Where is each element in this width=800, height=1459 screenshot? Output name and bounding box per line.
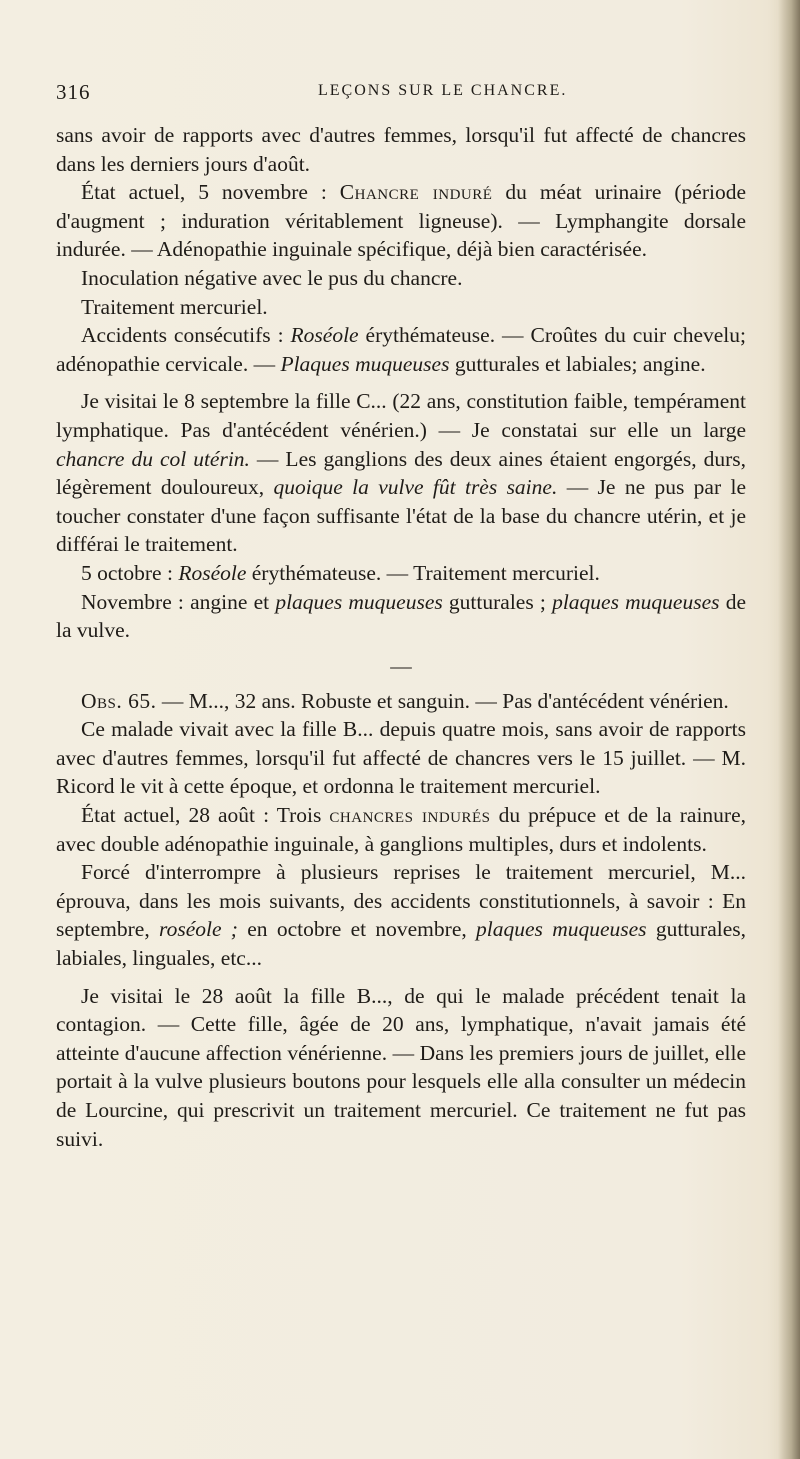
paragraph: État actuel, 28 août : Trois chancres indurés du prépuce et de la rainure, avec double adénopathie inguinale, à ganglions multiples, durs et indolents. [56, 803, 746, 856]
paragraph: sans avoir de rapports avec d'autres femmes, lorsqu'il fut affecté de chancres dans les derniers jours d'août. [56, 123, 746, 176]
paragraph: Je visitai le 28 août la fille B..., de qui le malade précédent tenait la contagion. — Cette fille, âgée de 20 ans, lymphatique, n'avait jamais été atteinte d'aucune affection vénérienne. — Dans les premiers jours de juillet, elle portait à la vulve plusieurs boutons pour lesquels elle alla consulter un médecin de Lourcine, qui prescrivit un traitement mercuriel. Ce traitement ne fut pas suivi. [56, 983, 746, 1151]
running-title: LEÇONS SUR LE CHANCRE. [318, 82, 568, 99]
paragraph: Forcé d'interrompre à plusieurs reprises le traitement mercuriel, M... éprouva, dans les mois suivants, des accidents constitutionnels, à savoir : En septembre, roséole ; en octobre et novembre, plaques muqueuses gutturales, labiales, linguales, etc... [56, 860, 746, 971]
paragraph: Inoculation négative avec le pus du chancre. [81, 265, 463, 290]
paragraph: Traitement mercuriel. [81, 294, 268, 319]
page-header [56, 80, 756, 110]
paragraph: 5 octobre : Roséole érythémateuse. — Traitement mercuriel. [81, 560, 600, 585]
paragraph: Je visitai le 8 septembre la fille C... (22 ans, constitution faible, tempérament lymphatique. Pas d'antécédent vénérien.) — Je constatai sur elle un large chancre du col utérin. — Les ganglions des deux aines étaient engorgés, durs, légèrement douloureux, quoique la vulve fût très saine. — Je ne pus par le toucher constater d'une façon suffisante l'état de la base du chancre utérin, et je différai le traitement. [56, 389, 747, 557]
paragraph: Ce malade vivait avec la fille B... depuis quatre mois, sans avoir de rapports avec d'autres femmes, lorsqu'il fut affecté de chancres vers le 15 juillet. — M. Ricord le vit à cette époque, et ordonna le traitement mercuriel. [56, 717, 746, 799]
paragraph: Accidents consécutifs : Roséole érythémateuse. — Croûtes du cuir chevelu; adénopathie cervicale. — Plaques muqueuses gutturales et labiales; angine. [56, 323, 746, 376]
section-separator: — [390, 653, 412, 678]
page-number: 316 [56, 80, 91, 104]
paragraph: Novembre : angine et plaques muqueuses gutturales ; plaques muqueuses de la vulve. [56, 589, 746, 643]
body-text [56, 121, 746, 1153]
paragraph: Obs. 65. — M..., 32 ans. Robuste et sanguin. — Pas d'antécédent vénérien. [81, 688, 729, 713]
page-edge-shadow [778, 0, 800, 1459]
paragraph: État actuel, 5 novembre : Chancre induré du méat urinaire (période d'augment ; induration véritablement ligneuse). — Lymphangite dorsale indurée. — Adénopathie inguinale spécifique, déjà bien caractérisée. [56, 180, 747, 262]
